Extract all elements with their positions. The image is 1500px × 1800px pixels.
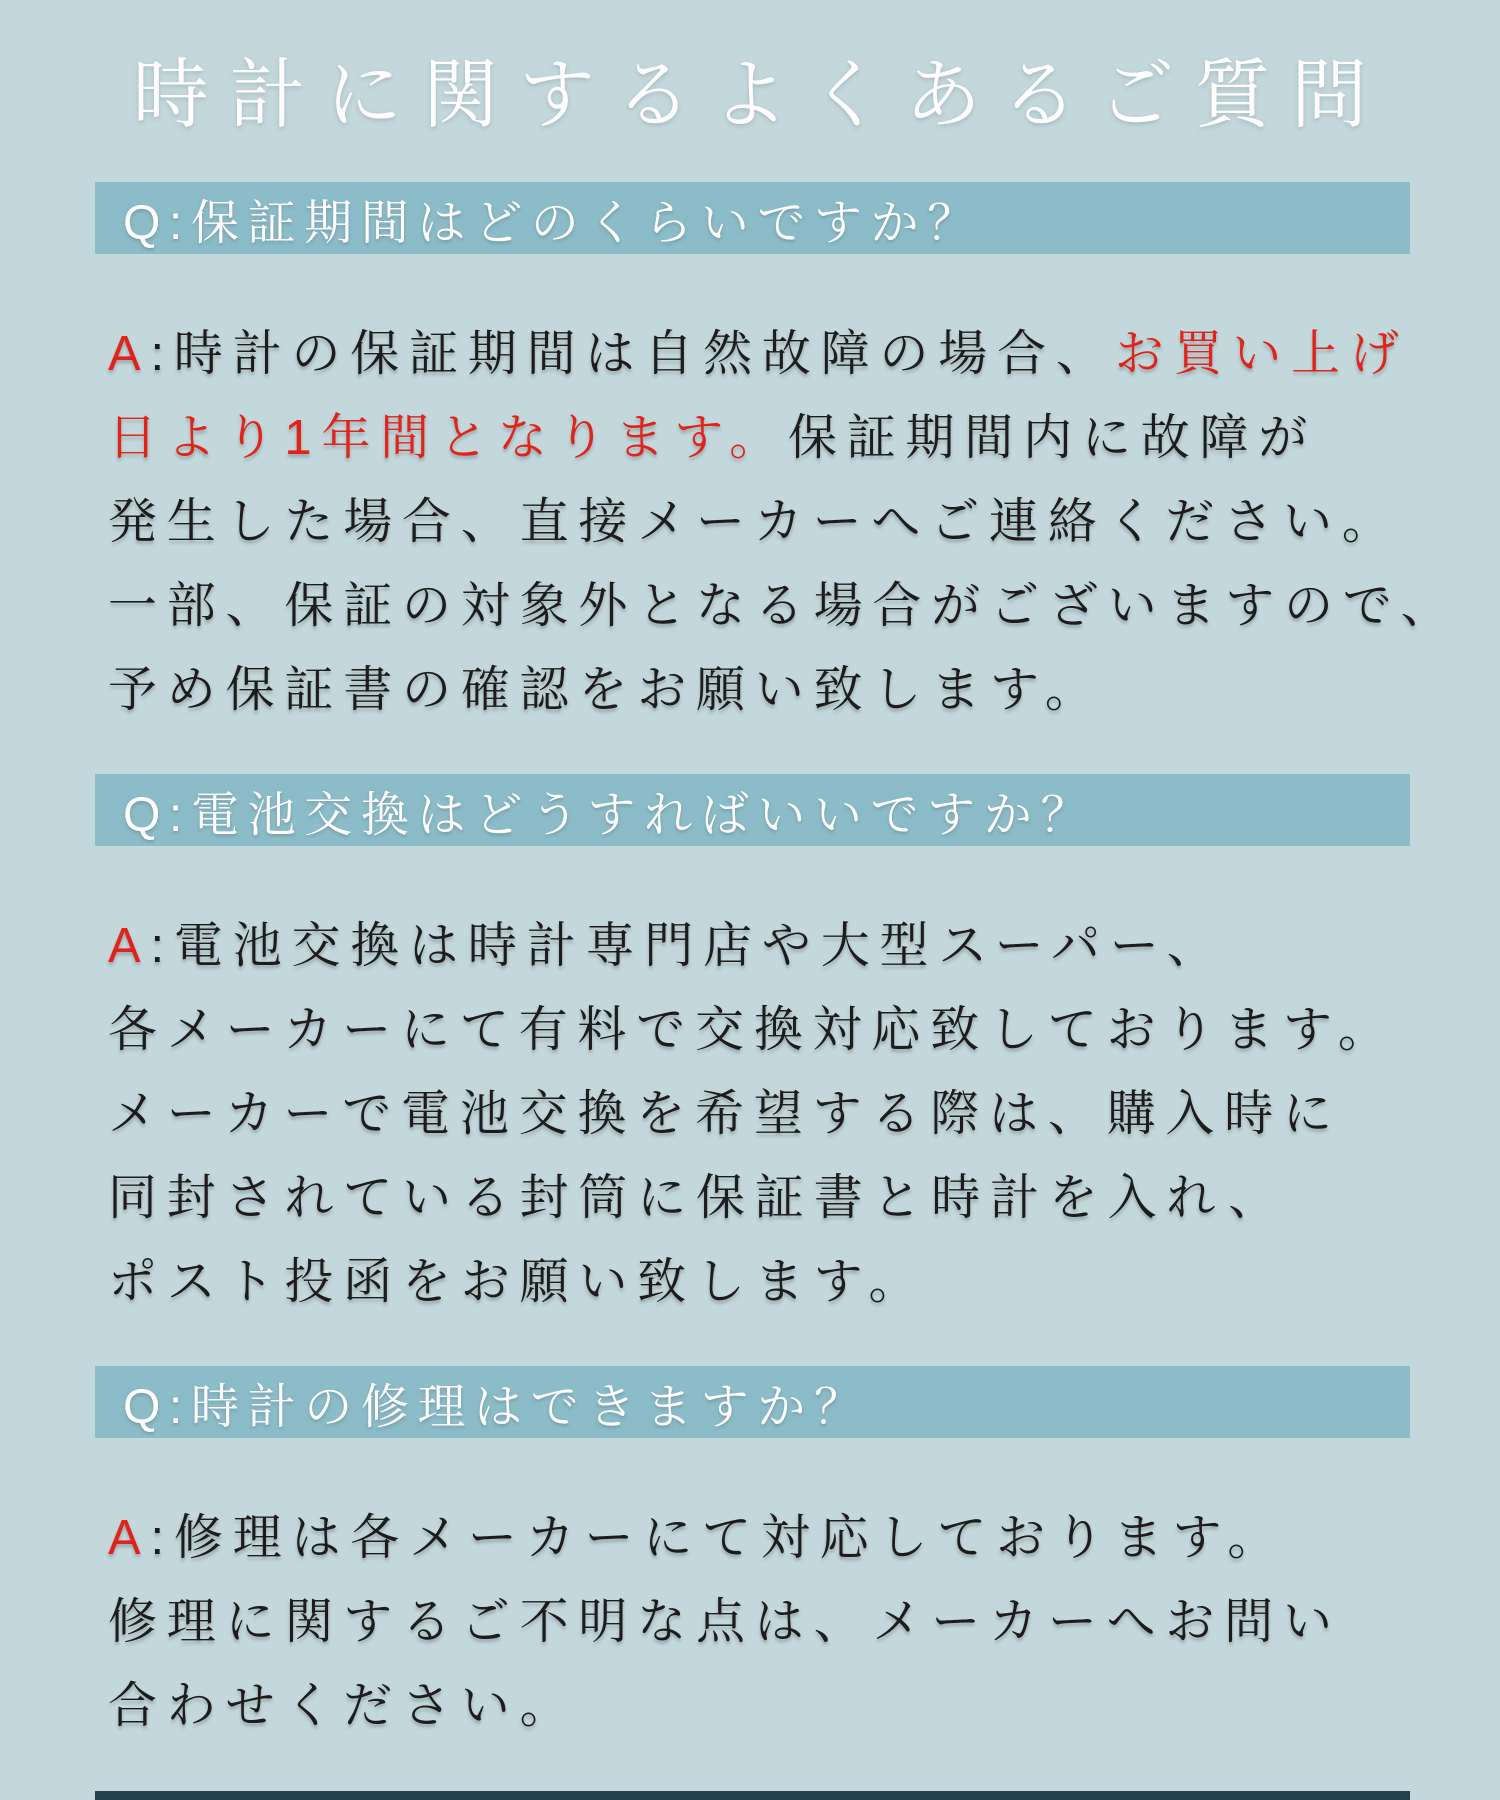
- answer-line: [108, 564, 1470, 648]
- answer-segment: 修理に関するご不明な点は、メーカーへお問い: [108, 1595, 1342, 1649]
- answer-segment: 発生した場合、直接メーカーへご連絡ください。: [108, 495, 1401, 549]
- answer-segment: メーカーで電池交換を希望する際は、購入時に: [108, 1087, 1342, 1141]
- faq-list: [0, 182, 1500, 1748]
- next-section-bar-sliver: [95, 1791, 1410, 1800]
- answer-line: [108, 1156, 1470, 1240]
- page-title: 時計に関するよくあるご質問: [132, 53, 1388, 138]
- answer-block: [108, 312, 1470, 732]
- answer-segment: A: [108, 1511, 151, 1565]
- answer-segment: お買い上げ: [1114, 327, 1409, 381]
- answer-line: [108, 1496, 1470, 1580]
- answer-segment: ポスト投函をお願い致します。: [108, 1255, 928, 1309]
- answer-segment: 同封されている封筒に保証書と時計を入れ、: [108, 1171, 1287, 1225]
- answer-line: [108, 988, 1470, 1072]
- answer-segment: A: [108, 327, 151, 381]
- answer-line: [108, 648, 1470, 732]
- answer-line: [108, 1240, 1470, 1324]
- answer-line: [108, 396, 1470, 480]
- answer-segment: A: [108, 919, 151, 973]
- question-text: Q:時計の修理はできますか？: [123, 1380, 871, 1434]
- answer-line: [108, 1580, 1470, 1664]
- answer-segment: 一部、保証の対象外となる場合がございますので、: [108, 579, 1460, 633]
- answer-segment: 予め保証書の確認をお願い致します。: [108, 663, 1104, 717]
- answer-line: [108, 1072, 1470, 1156]
- question-text: Q:電池交換はどうすればいいですか？: [123, 788, 1098, 842]
- answer-line: [108, 480, 1470, 564]
- answer-segment: 合わせください。: [108, 1679, 579, 1733]
- answer-line: [108, 1664, 1470, 1748]
- answer-line: [108, 904, 1470, 988]
- answer-segment: :時計の保証期間は自然故障の場合、: [150, 327, 1115, 381]
- question-bar: [95, 182, 1410, 254]
- question-bar: [95, 774, 1410, 846]
- question-text: Q:保証期間はどのくらいですか？: [123, 196, 984, 250]
- answer-segment: 保証期間内に故障が: [787, 411, 1318, 465]
- answer-segment: :電池交換は時計専門店や大型スーパー、: [150, 919, 1226, 973]
- answer-block: [108, 1496, 1470, 1748]
- answer-segment: 日より1年間となります。: [108, 411, 788, 465]
- question-bar: [95, 1366, 1410, 1438]
- answer-segment: :修理は各メーカーにて対応しております。: [150, 1511, 1287, 1565]
- answer-block: [108, 904, 1470, 1324]
- answer-segment: 各メーカーにて有料で交換対応致しております。: [108, 1003, 1397, 1057]
- answer-line: [108, 312, 1470, 396]
